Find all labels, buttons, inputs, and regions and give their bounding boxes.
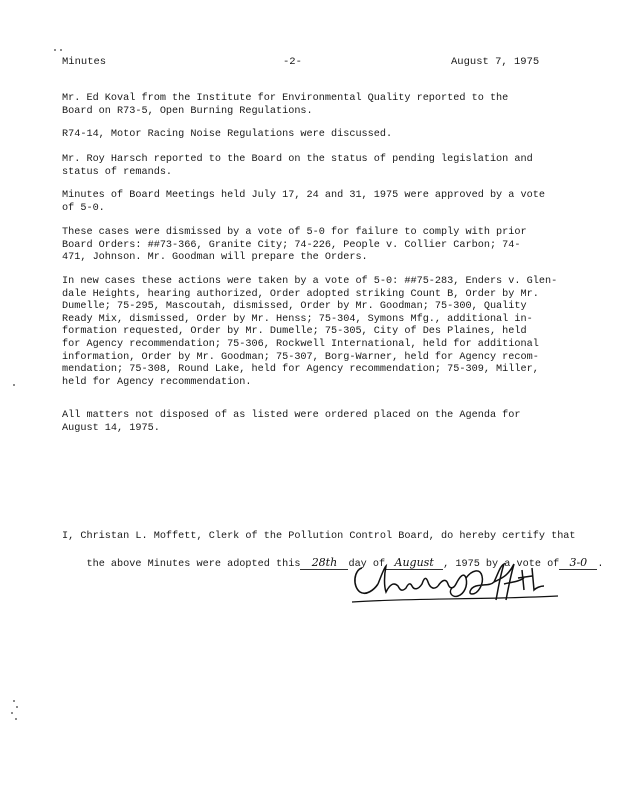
paragraph-ed-koval: [62, 93, 542, 118]
paragraph-new-cases: [62, 276, 558, 389]
scan-speck: [60, 49, 62, 51]
text-line: status of remands.: [62, 166, 173, 178]
cert-text: day of: [348, 559, 386, 570]
text-line: formation requested, Order by Mr. Dumelle; 75-305, City of Des Plaines, held: [62, 326, 527, 338]
paragraph-minutes-approved: [62, 190, 545, 215]
text-line: Minutes of Board Meetings held July 17, 24 and 31, 1975 were approved by a vote: [62, 190, 545, 201]
scan-speck: [11, 712, 13, 714]
text-line: Board on R73-5, Open Burning Regulations.: [62, 105, 313, 117]
text-line: Mr. Roy Harsch reported to the Board on the status of pending legislation and: [62, 154, 533, 165]
text-line: R74-14, Motor Racing Noise Regulations were discussed.: [62, 129, 393, 140]
text-line: Ready Mix, dismissed, Order by Mr. Henss; 75-304, Symons Mfg., additional in-: [62, 313, 533, 325]
text-line: August 14, 1975.: [62, 422, 160, 434]
scan-speck: [16, 706, 18, 708]
paragraph-motor-racing: [62, 129, 542, 142]
scan-speck: [54, 49, 56, 51]
scan-speck: [15, 718, 17, 720]
scan-speck: [13, 700, 15, 702]
cert-text: .: [597, 559, 604, 570]
handwritten-vote: 3-0: [559, 556, 597, 570]
text-line: for Agency recommendation; 75-306, Rockwell International, held for additional: [62, 338, 539, 350]
header-date: August 7, 1975: [451, 56, 540, 68]
handwritten-month: August: [385, 556, 443, 570]
certification-line-1: I, Christan L. Moffett, Clerk of the Pollution Control Board, do hereby certify that: [62, 531, 576, 542]
paragraph-roy-harsch: [62, 154, 542, 179]
text-line: mendation; 75-308, Round Lake, held for Agency recommendation; 75-309, Miller,: [62, 364, 539, 376]
handwritten-day: 28th: [300, 556, 348, 570]
text-line: These cases were dismissed by a vote of 5-0 for failure to comply with prior: [62, 227, 527, 238]
text-line: 471, Johnson. Mr. Goodman will prepare the Orders.: [62, 252, 368, 264]
signature-handwritten: [348, 556, 563, 606]
text-line: held for Agency recommendation.: [62, 376, 252, 388]
cert-text: , 1975 by a vote of: [443, 559, 560, 570]
text-line: Board Orders: ##73-366, Granite City; 74-226, People v. Collier Carbon; 74-: [62, 239, 521, 251]
text-line: information, Order by Mr. Goodman; 75-307, Borg-Warner, held for Agency recom-: [62, 351, 539, 363]
page-number: -2-: [283, 56, 302, 68]
text-line: Mr. Ed Koval from the Institute for Environmental Quality reported to the: [62, 93, 509, 104]
paragraph-cases-dismissed: [62, 227, 542, 265]
scan-speck: [13, 384, 15, 386]
cert-text: the above Minutes were adopted this: [86, 559, 301, 570]
text-line: dale Heights, hearing authorized, Order adopted striking Count B, Order by Mr.: [62, 288, 539, 300]
text-line: All matters not disposed of as listed were ordered placed on the Agenda for: [62, 410, 521, 421]
text-line: In new cases these actions were taken by a vote of 5-0: ##75-283, Enders v. Glen-: [62, 276, 558, 287]
paragraph-all-matters: [62, 410, 542, 435]
text-line: of 5-0.: [62, 202, 105, 214]
text-line: Dumelle; 75-295, Mascoutah, dismissed, Order by Mr. Goodman; 75-300, Quality: [62, 301, 527, 313]
header-left: Minutes: [62, 56, 107, 68]
